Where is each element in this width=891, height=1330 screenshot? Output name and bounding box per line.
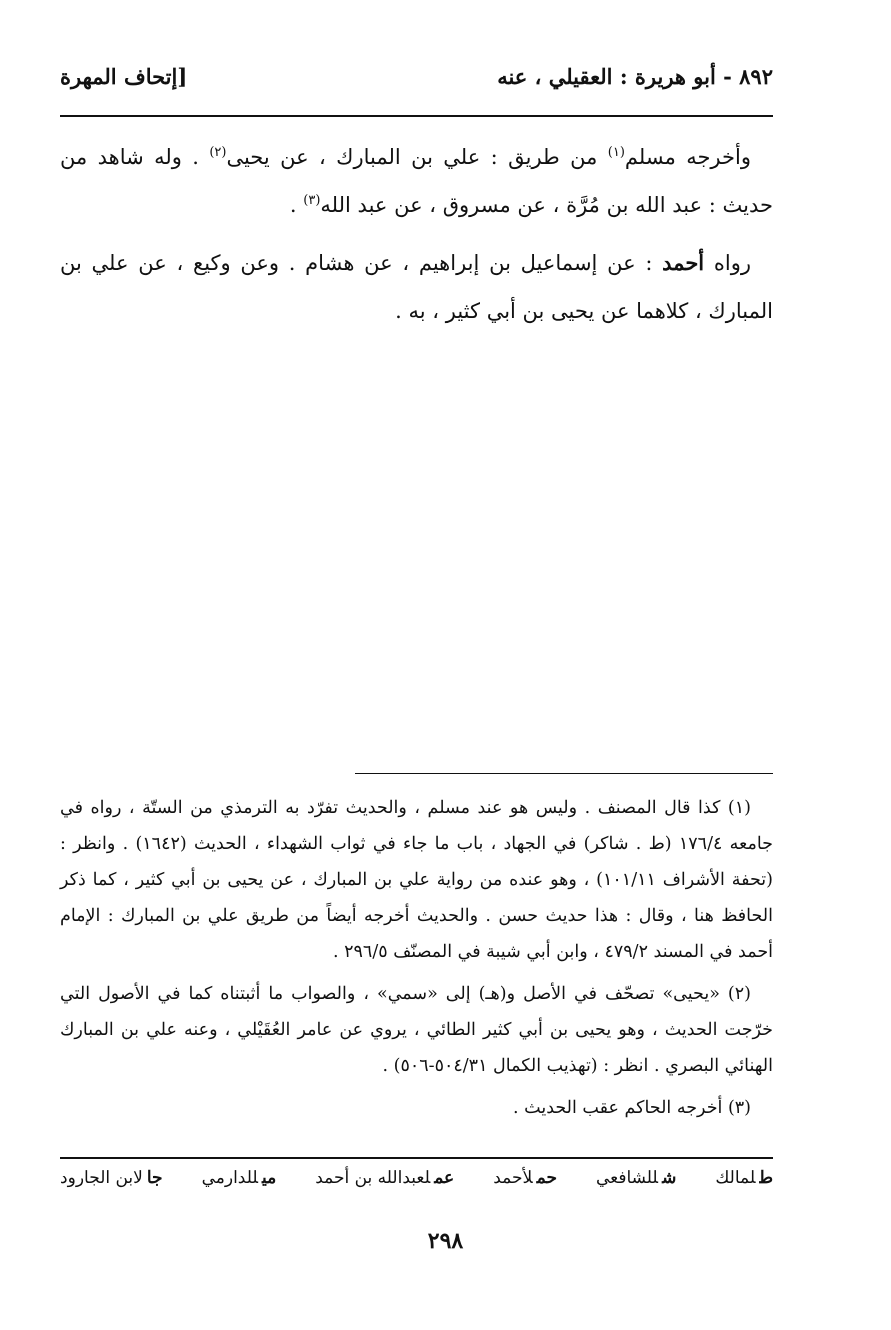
abbreviations-rule xyxy=(60,1157,773,1159)
header-book-title: [إتحاف المهرة xyxy=(60,64,188,89)
page-number: ٢٩٨ xyxy=(427,1228,464,1254)
footnotes xyxy=(60,790,773,1132)
abbreviation-meaning: لابن الجارود xyxy=(60,1168,143,1188)
abbreviation-item xyxy=(596,1168,676,1188)
abbreviation-item xyxy=(493,1168,557,1188)
text-run: : عن إسماعيل بن إبراهيم ، عن هشام . وعن وكيع ، عن علي بن المبارك ، كلاهما عن يحيى بن أبي كثير ، به . xyxy=(60,251,773,323)
abbreviation-item xyxy=(315,1168,454,1188)
abbreviation-meaning: لعبدالله بن أحمد xyxy=(315,1168,431,1188)
paragraph-takhrij xyxy=(60,133,773,229)
text-run: . وله شاهد من حديث : عبد الله بن مُرَّة ، عن مسروق ، عن عبد الله xyxy=(60,145,773,217)
footnote-marker-1: (١) xyxy=(607,145,625,160)
running-header xyxy=(60,64,773,104)
abbreviation-code: جا xyxy=(146,1168,163,1188)
header-rule xyxy=(60,115,773,117)
abbreviation-item xyxy=(202,1168,277,1188)
abbreviation-code: حم xyxy=(536,1168,557,1188)
text-run: رواه xyxy=(704,251,751,275)
footnote-separator xyxy=(355,773,773,774)
header-hadith-title: ٨٩٢ - أبو هريرة : العقيلي ، عنه xyxy=(497,64,773,89)
main-text xyxy=(60,133,773,345)
footnote-marker-3: (٣) xyxy=(303,193,321,208)
text-run: من طريق : علي بن المبارك ، عن يحيى xyxy=(226,145,608,169)
footnote-marker-2: (٢) xyxy=(209,145,227,160)
text-run: وأخرجه مسلم xyxy=(624,145,751,169)
abbreviation-code: عم xyxy=(434,1168,455,1188)
footnote-2: (٢) «يحيى» تصحّف في الأصل و(هـ) إلى «سمي» ، والصواب ما أثبتناه كما في الأصول التي خرّجت الحديث ، وهو يحيى بن أبي كثير الطائي ، يروي عن عامر العُقَيْلي ، وعنه علي بن المبارك الهنائي البصري . انظر : (تهذيب الكمال ٥٠٤/٣١-٥٠٦) . xyxy=(60,984,773,1076)
abbreviation-code: ش xyxy=(662,1168,677,1188)
narrator-name: أحمد xyxy=(662,250,705,275)
abbreviations-key xyxy=(60,1168,773,1188)
abbreviation-meaning: للدارمي xyxy=(201,1168,258,1188)
abbreviation-code: مي xyxy=(261,1168,277,1188)
footnote-1: (١) كذا قال المصنف . وليس هو عند مسلم ، والحديث تفرّد به الترمذي من الستّة ، رواه في جامعه ١٧٦/٤ (ط . شاكر) في الجهاد ، باب ما جاء في ثواب الشهداء ، الحديث (١٦٤٢) . وانظر : (تحفة الأشراف ١٠١/١١) ، وهو عنده من رواية علي بن المبارك ، عن يحيى بن أبي كثير ، كما ذكر الحافظ هنا ، وقال : هذا حديث حسن . والحديث أخرجه أيضاً من طريق علي بن المبارك : الإمام أحمد في المسند ٤٧٩/٢ ، وابن أبي شيبة في المصنّف ٢٩٦/٥ . xyxy=(60,798,774,962)
abbreviation-item xyxy=(715,1168,773,1188)
footnote-3: (٣) أخرجه الحاكم عقب الحديث . xyxy=(513,1098,751,1118)
paragraph-riwaya xyxy=(60,239,773,335)
abbreviation-meaning: لمالك xyxy=(715,1168,756,1188)
abbreviation-item xyxy=(60,1168,163,1188)
abbreviation-meaning: لأحمد xyxy=(493,1168,533,1188)
abbreviation-code: ط xyxy=(759,1168,773,1188)
abbreviation-meaning: للشافعي xyxy=(595,1168,659,1188)
text-run: . xyxy=(289,193,304,217)
